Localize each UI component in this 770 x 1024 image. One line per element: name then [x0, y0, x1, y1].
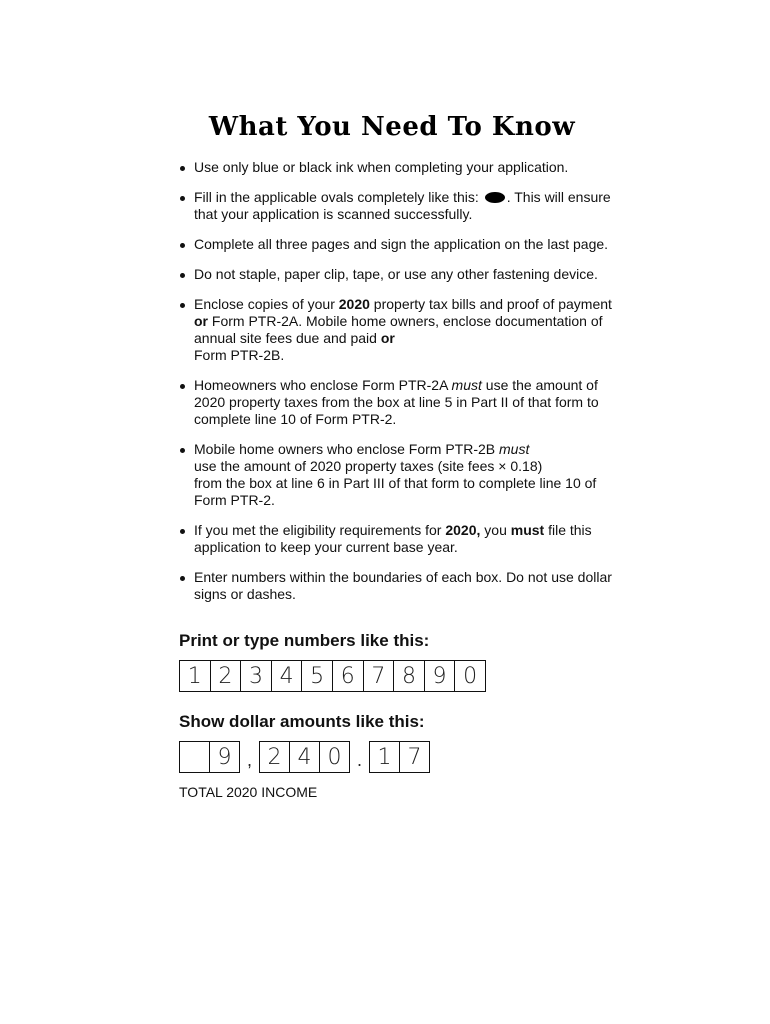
digit-box: 3	[241, 661, 272, 691]
digit-box: 4	[272, 661, 303, 691]
amount-digit-box: 0	[327, 744, 342, 770]
cents-group	[369, 741, 430, 773]
print-numbers-heading: Print or type numbers like this:	[179, 631, 430, 650]
amount-digit-box: 7	[407, 744, 422, 770]
digit-box: 7	[364, 661, 395, 691]
digit-box: 5	[302, 661, 333, 691]
filled-oval-icon	[485, 192, 505, 203]
list-item: Do not staple, paper clip, tape, or use any other fastening device.	[179, 266, 629, 283]
digit-box: 1	[180, 661, 211, 691]
amount-digit-box: 9	[217, 744, 232, 770]
thousands-group	[179, 741, 240, 773]
dollar-example-boxes	[179, 741, 430, 773]
dollar-amounts-heading: Show dollar amounts like this:	[179, 712, 425, 731]
list-item: Mobile home owners who enclose Form PTR-2B must use the amount of 2020 property taxes (site fees × 0.18) from the box at line 6 in Part III of that form to complete line 10 of Form PTR-2.	[179, 441, 629, 509]
amount-digit-box: 2	[260, 742, 290, 772]
list-item: Enter numbers within the boundaries of each box. Do not use dollar signs or dashes.	[179, 569, 629, 603]
digit-example-boxes	[179, 660, 486, 692]
decimal-separator: .	[356, 750, 362, 770]
list-item: Use only blue or black ink when completing your application.	[179, 159, 629, 176]
amount-digit-box	[180, 742, 210, 772]
comma-separator: ,	[246, 750, 252, 770]
instruction-list	[179, 159, 629, 616]
hundreds-group	[259, 741, 350, 773]
digit-box: 2	[211, 661, 242, 691]
total-income-label: TOTAL 2020 INCOME	[179, 784, 318, 800]
amount-digit-box: 1	[370, 742, 400, 772]
digit-box: 0	[463, 663, 478, 689]
list-item: Complete all three pages and sign the application on the last page.	[179, 236, 629, 253]
list-item: If you met the eligibility requirements for 2020, you must file this application to keep your current base year.	[179, 522, 629, 556]
list-item: Homeowners who enclose Form PTR-2A must use the amount of 2020 property taxes from the box at line 5 in Part II of that form to complete line 10 of Form PTR-2.	[179, 377, 629, 428]
amount-digit-box: 4	[290, 742, 320, 772]
list-item: Enclose copies of your 2020 property tax bills and proof of payment or Form PTR-2A. Mobile home owners, enclose documentation of annual site fees due and paid or Form PTR-2B.	[179, 296, 629, 364]
page-title: What You Need To Know	[208, 112, 576, 142]
digit-box: 6	[333, 661, 364, 691]
list-item: Fill in the applicable ovals completely like this: . This will ensure that your application is scanned successfully.	[179, 189, 629, 223]
digit-box: 8	[394, 661, 425, 691]
digit-box: 9	[425, 661, 456, 691]
